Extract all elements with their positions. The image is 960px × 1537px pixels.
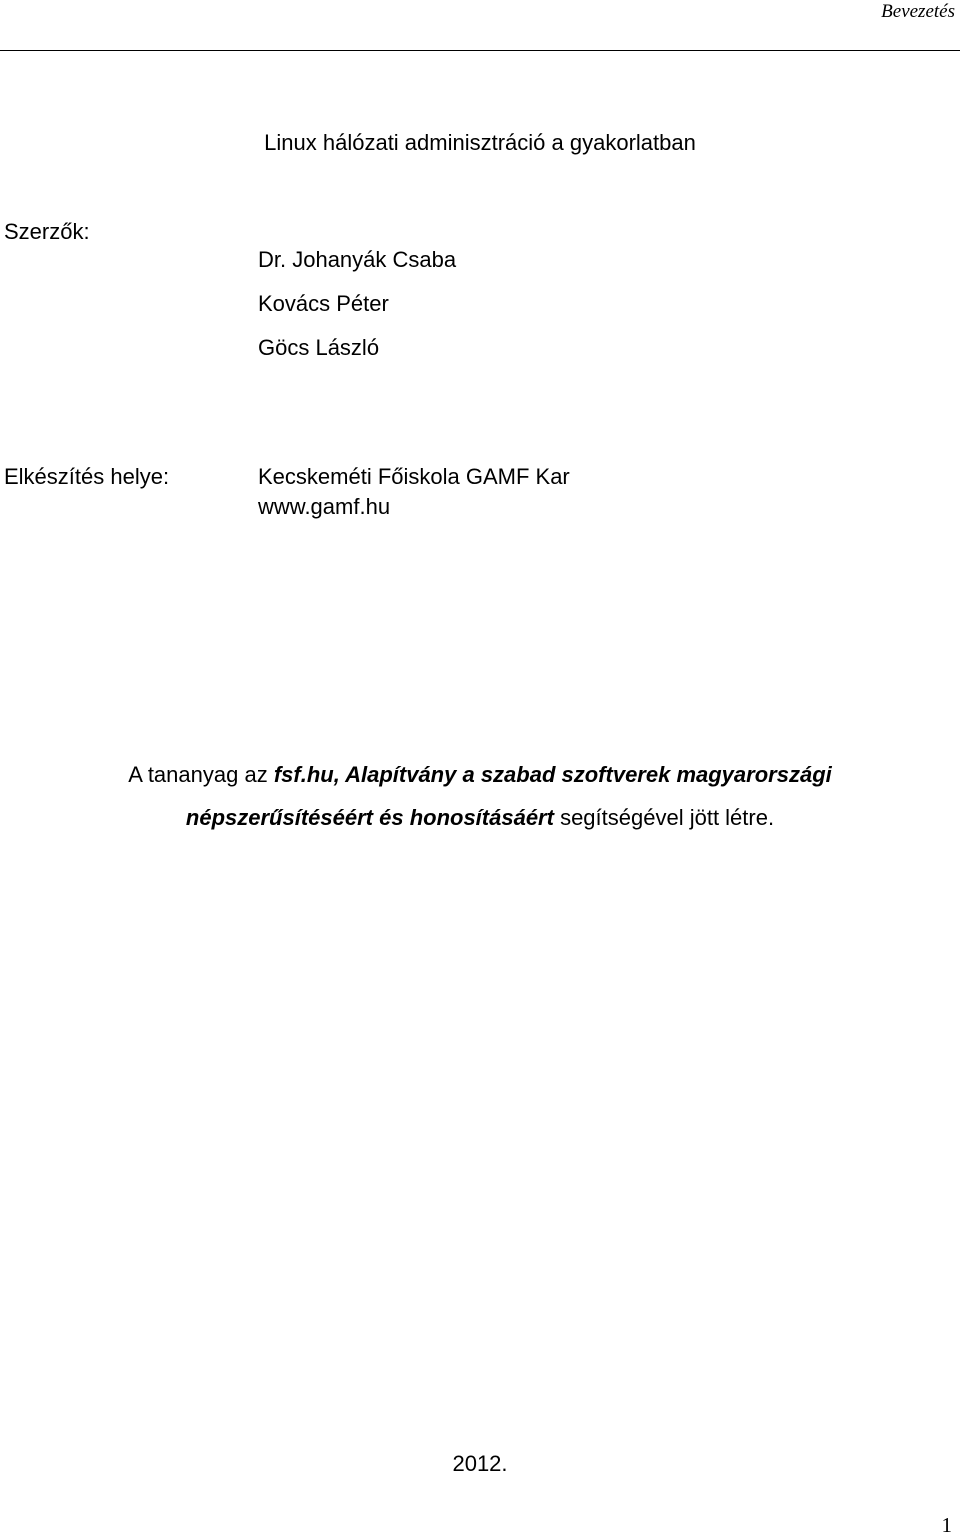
author-name: Dr. Johanyák Csaba <box>258 247 457 272</box>
institution-name: Kecskeméti Főiskola GAMF Kar <box>258 464 570 489</box>
publication-year: 2012. <box>452 1451 508 1476</box>
acknowledgement-suffix: segítségével jött létre. <box>553 805 775 830</box>
document-title: Linux hálózati adminisztráció a gyakorlatban <box>264 130 696 155</box>
place-label: Elkészítés helye: <box>4 464 170 489</box>
foundation-name: fsf.hu, Alapítvány a szabad szoftverek magyarországi népszerűsítéséért és honosításáért <box>185 762 832 830</box>
institution-url: www.gamf.hu <box>258 494 391 519</box>
page-number: 1 <box>941 1513 952 1537</box>
authors-label: Szerzők: <box>4 219 90 244</box>
running-header-title: Bevezetés <box>881 1 955 22</box>
acknowledgement-prefix: A tananyag az <box>128 762 274 787</box>
author-name: Kovács Péter <box>258 291 389 316</box>
author-name: Göcs László <box>258 335 380 360</box>
acknowledgement <box>40 753 920 839</box>
header-divider <box>0 50 960 51</box>
